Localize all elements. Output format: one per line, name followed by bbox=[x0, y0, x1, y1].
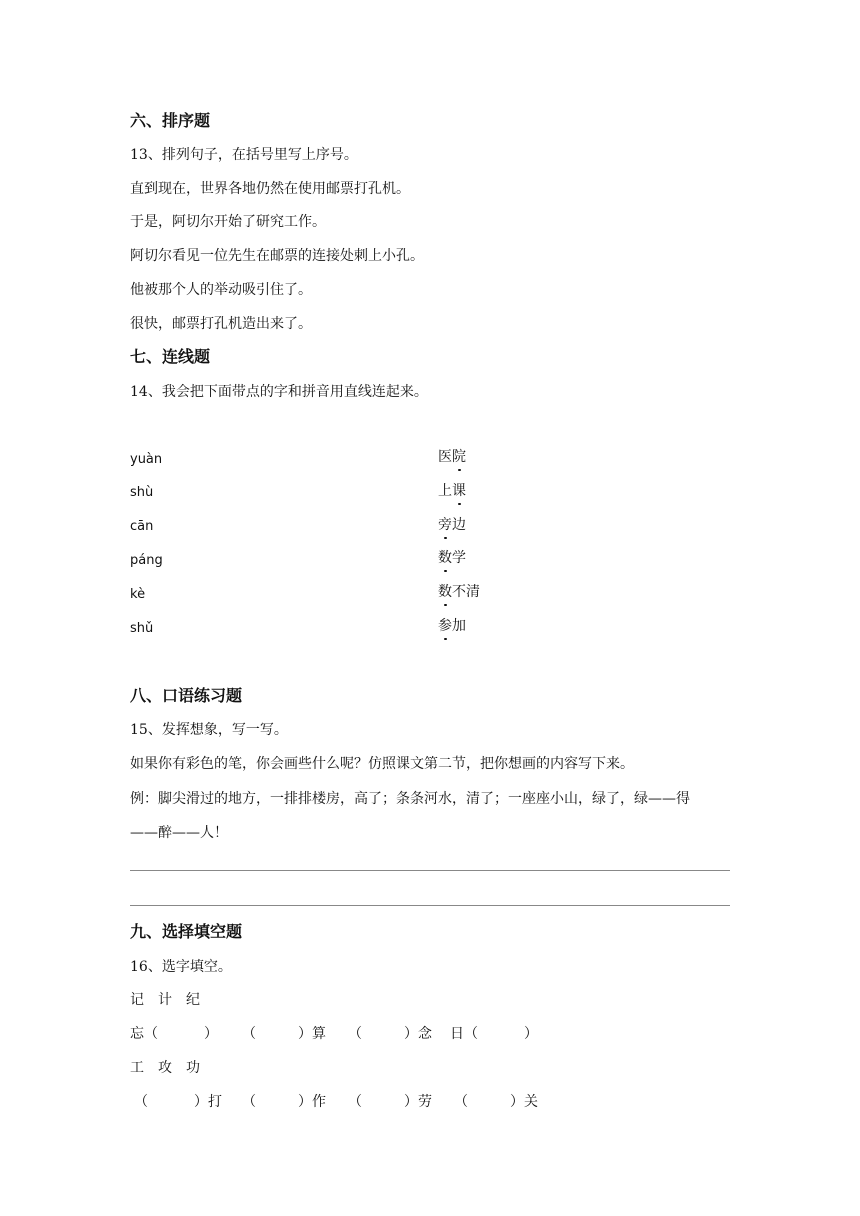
word-item: 参加 bbox=[438, 618, 466, 634]
pinyin-item: páng bbox=[130, 553, 163, 568]
example-line-1: 例：脚尖滑过的地方，一排排楼房，高了；条条河水，清了；一座座小山，绿了，绿——得 bbox=[130, 791, 690, 807]
question-16: 16、选字填空。 bbox=[130, 959, 232, 975]
sentence-4: 他被那个人的举动吸引住了。 bbox=[130, 282, 312, 298]
pinyin-item: shǔ bbox=[130, 621, 154, 636]
blank-open[interactable]: （ bbox=[242, 1026, 256, 1042]
char-options-2: 工 攻 功 bbox=[130, 1060, 200, 1076]
answer-line[interactable] bbox=[130, 905, 730, 906]
dotted-char: 院 bbox=[452, 449, 466, 465]
pinyin-item: kè bbox=[130, 587, 146, 602]
section-9-title: 九、选择填空题 bbox=[130, 922, 243, 941]
blank-open[interactable]: （ bbox=[242, 1094, 256, 1110]
dotted-char: 课 bbox=[452, 483, 466, 499]
blank-open[interactable]: （ bbox=[454, 1094, 468, 1110]
blank-open[interactable]: （ bbox=[348, 1094, 362, 1110]
blank-close: ）劳 bbox=[404, 1094, 432, 1110]
pinyin-item: shù bbox=[130, 485, 154, 500]
example-line-2: ——醉——人！ bbox=[130, 825, 228, 841]
blank-close: ）念 bbox=[404, 1026, 432, 1042]
dotted-char: 参 bbox=[438, 618, 452, 634]
answer-line[interactable] bbox=[130, 870, 730, 871]
word-item: 旁边 bbox=[438, 517, 466, 533]
blank-open[interactable]: 日（ bbox=[450, 1026, 478, 1042]
dotted-char: 旁 bbox=[438, 517, 452, 533]
section-6-title: 六、排序题 bbox=[130, 111, 211, 130]
question-15: 15、发挥想象，写一写。 bbox=[130, 722, 288, 738]
blank-close: ）作 bbox=[298, 1094, 326, 1110]
word-item: 数学 bbox=[438, 550, 466, 566]
blank-open[interactable]: （ bbox=[134, 1094, 148, 1110]
sentence-2: 于是，阿切尔开始了研究工作。 bbox=[130, 214, 326, 230]
blank-close: ） bbox=[524, 1026, 538, 1042]
word-item: 上课 bbox=[438, 483, 466, 499]
question-13: 13、排列句子，在括号里写上序号。 bbox=[130, 147, 358, 163]
dotted-char: 数 bbox=[438, 550, 452, 566]
sentence-1: 直到现在，世界各地仍然在使用邮票打孔机。 bbox=[130, 181, 410, 197]
sentence-5: 很快，邮票打孔机造出来了。 bbox=[130, 316, 312, 332]
word-item: 医院 bbox=[438, 449, 466, 465]
section-7-title: 七、连线题 bbox=[130, 347, 211, 366]
question-14: 14、我会把下面带点的字和拼音用直线连起来。 bbox=[130, 384, 428, 400]
dotted-char: 数 bbox=[438, 584, 452, 600]
pinyin-item: yuàn bbox=[130, 452, 163, 467]
blank-open[interactable]: 忘（ bbox=[130, 1026, 158, 1042]
pinyin-item: cān bbox=[130, 519, 154, 534]
blank-close: ） bbox=[204, 1026, 218, 1042]
word-item: 数不清 bbox=[438, 584, 480, 600]
blank-close: ）关 bbox=[510, 1094, 538, 1110]
sentence-3: 阿切尔看见一位先生在邮票的连接处刺上小孔。 bbox=[130, 248, 424, 264]
blank-close: ）算 bbox=[298, 1026, 326, 1042]
blank-close: ）打 bbox=[194, 1094, 222, 1110]
prompt-text: 如果你有彩色的笔，你会画些什么呢？仿照课文第二节，把你想画的内容写下来。 bbox=[130, 756, 634, 772]
char-options-1: 记 计 纪 bbox=[130, 992, 200, 1008]
section-8-title: 八、口语练习题 bbox=[130, 686, 243, 705]
blank-open[interactable]: （ bbox=[348, 1026, 362, 1042]
